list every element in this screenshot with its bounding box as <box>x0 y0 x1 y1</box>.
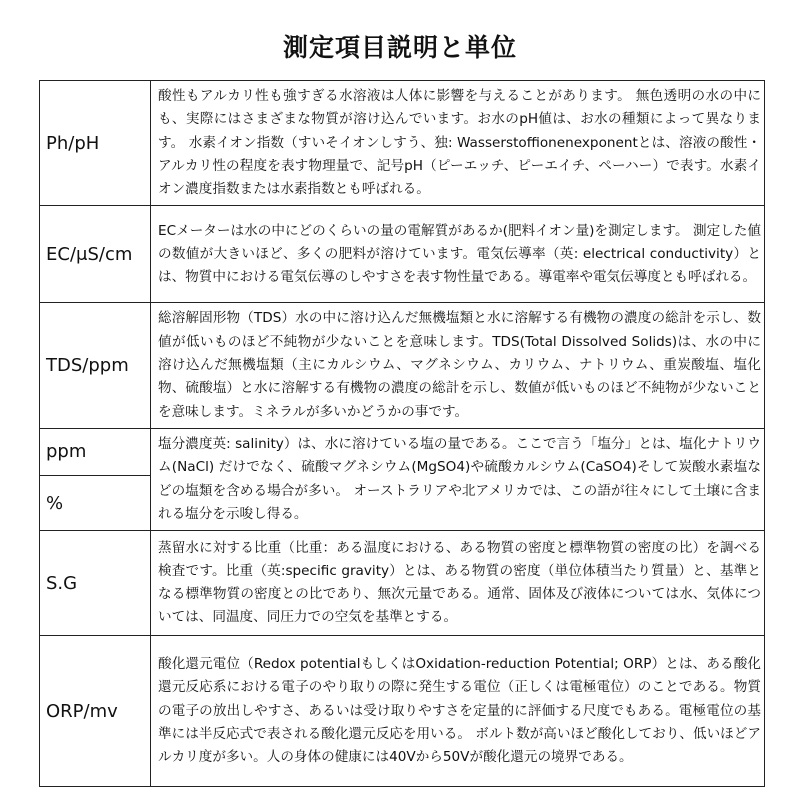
description-cell: 総溶解固形物（TDS）水の中に溶け込んだ無機塩類と水に溶解する有機物の濃度の総計を示し、数値が低いものほど不純物が少ないことを意味します。TDS(Total Dissolved Solids)は、水の中に溶け込んだ無機塩類（主にカルシウム、マグネシウム、カリウム、ナトリウム、重炭酸塩、塩化物、硫酸塩）と水に溶解する有機物の濃度の総計を示し、数値が低いものほど不純物が少ないことを意味します。ミネラルが多いかどうかの事です。 <box>151 303 765 428</box>
term-cell: EC/μS/cm <box>40 206 151 303</box>
description-cell: 蒸留水に対する比重（比重：ある温度における、ある物質の密度と標準物質の密度の比）を調べる検査です。比重（英:specific gravity）とは、ある物質の密度（単位体積当たり質量）と、基準となる標準物質の密度との比であり、無次元量である。通常、固体及び液体については水、気体については、同温度、同圧力での空気を基準とする。 <box>151 531 765 636</box>
description-cell: 酸化還元電位（Redox potentialもしくはOxidation-reduction Potential; ORP）とは、ある酸化還元反応系における電子のやり取りの際に発生する電位（正しくは電極電位）のことである。物質の電子の放出しやすさ、あるいは受け取りやすさを定量的に評価する尺度でもある。電極電位の基準には半反応式で表される酸化還元反応を用いる。 ボルト数が高いほど酸化しており、低いほどアルカリ度が多い。人の身体の健康には40Vから50Vが酸化還元の境界である。 <box>151 636 765 787</box>
description-cell: ECメーターは水の中にどのくらいの量の電解質があるか(肥料イオン量)を測定します。 測定した値の数値が大きいほど、多くの肥料が溶けています。電気伝導率（英: electrical conductivity）とは、物質中における電気伝導のしやすさを表す物性量である。導電率や電気伝導度とも呼ばれる。 <box>151 206 765 303</box>
term-cell: TDS/ppm <box>40 303 151 428</box>
term-cell: Ph/pH <box>40 81 151 206</box>
measurement-table <box>39 80 765 787</box>
term-cell: ORP/mv <box>40 636 151 787</box>
table-row <box>40 531 765 636</box>
description-cell: 塩分濃度英: salinity）は、水に溶けている塩の量である。ここで言う「塩分」とは、塩化ナトリウム(NaCl) だけでなく、硫酸マグネシウム(MgSO4)や硫酸カルシウム(CaSO4)そして炭酸水素塩などの塩類を含める場合が多い。 オーストラリアや北アメリカでは、この語が往々にして土壌に含まれる塩分を示唆し得る。 <box>151 428 765 530</box>
table-row <box>40 303 765 428</box>
table-row <box>40 428 765 475</box>
table-row <box>40 206 765 303</box>
page-title: 測定項目説明と単位 <box>282 33 517 62</box>
description-cell: 酸性もアルカリ性も強すぎる水溶液は人体に影響を与えることがあります。 無色透明の水の中にも、実際にはさまざまな物質が溶け込んでいます。お水のpH値は、お水の種類によって異なります。 水素イオン指数（すいそイオンしすう、独: Wasserstoffionenexponentとは、溶液の酸性・アルカリ性の程度を表す物理量で、記号pH（ピーエッチ、ピーエイチ、ペーハー）で表す。水素イオン濃度指数または水素指数とも呼ばれる。 <box>151 81 765 206</box>
table-row <box>40 636 765 787</box>
term-cell: ppm <box>40 428 151 475</box>
term-cell: % <box>40 475 151 530</box>
table-row <box>40 81 765 206</box>
term-cell: S.G <box>40 531 151 636</box>
